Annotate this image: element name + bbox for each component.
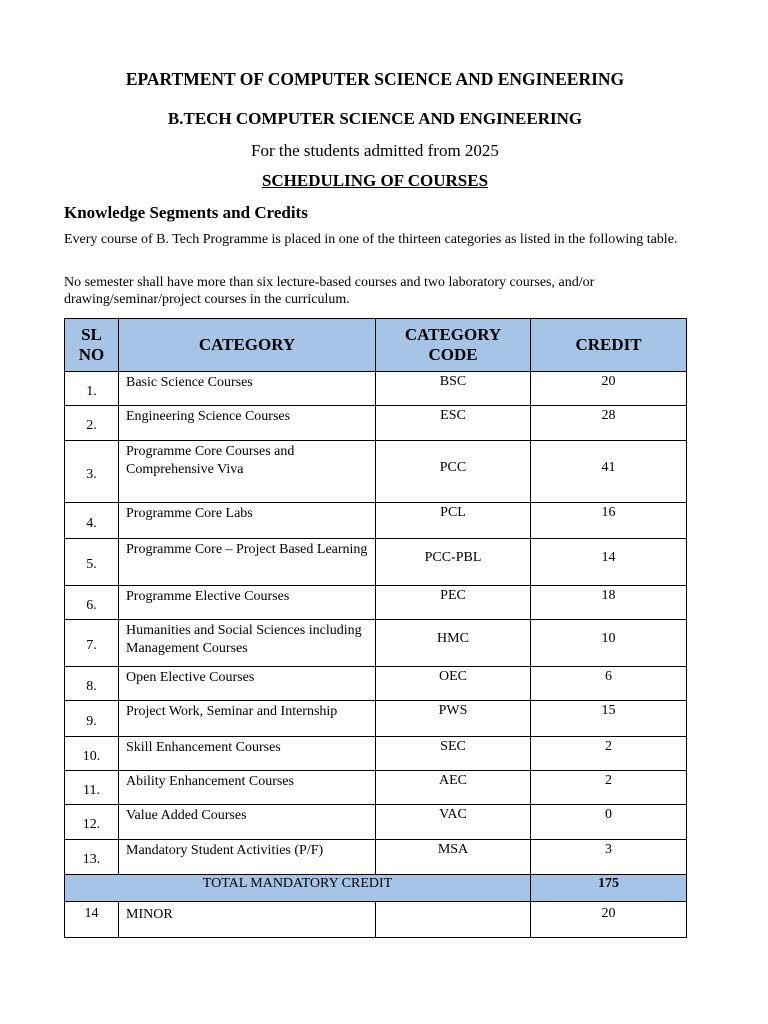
category-cell: Skill Enhancement Courses bbox=[119, 737, 376, 771]
credit-cell: 41 bbox=[531, 441, 687, 503]
table-row bbox=[65, 840, 687, 875]
credit-cell: 15 bbox=[531, 701, 687, 737]
sl-cell: 1. bbox=[65, 372, 119, 406]
header-sl-no bbox=[65, 319, 119, 372]
code-cell: PCC bbox=[376, 441, 531, 503]
total-value: 175 bbox=[531, 875, 687, 902]
category-cell: Ability Enhancement Courses bbox=[119, 771, 376, 805]
sl-cell: 13. bbox=[65, 840, 119, 875]
table-row bbox=[65, 586, 687, 620]
table-row bbox=[65, 441, 687, 503]
code-cell: OEC bbox=[376, 667, 531, 701]
table-row bbox=[65, 372, 687, 406]
programme-heading: B.TECH COMPUTER SCIENCE AND ENGINEERING bbox=[167, 109, 583, 128]
credit-cell: 20 bbox=[531, 902, 687, 938]
table-row bbox=[65, 406, 687, 441]
credits-table bbox=[64, 318, 687, 938]
header-sl-line2: NO bbox=[78, 345, 105, 364]
credit-cell: 18 bbox=[531, 586, 687, 620]
table-row bbox=[65, 539, 687, 586]
intro-paragraph: Every course of B. Tech Programme is placed in one of the thirteen categories as listed in the following table. bbox=[64, 232, 678, 247]
category-cell: Humanities and Social Sciences including Management Courses bbox=[119, 620, 376, 667]
code-cell: PCL bbox=[376, 503, 531, 539]
category-cell: Programme Core Courses and Comprehensive Viva bbox=[119, 441, 376, 503]
credit-cell: 0 bbox=[531, 805, 687, 840]
code-cell: ESC bbox=[376, 406, 531, 441]
code-cell: VAC bbox=[376, 805, 531, 840]
minor-row bbox=[65, 902, 687, 938]
credit-cell: 3 bbox=[531, 840, 687, 875]
department-heading: EPARTMENT OF COMPUTER SCIENCE AND ENGINEERING bbox=[125, 69, 625, 89]
code-cell: AEC bbox=[376, 771, 531, 805]
header-category: CATEGORY bbox=[119, 319, 376, 372]
sl-cell: 7. bbox=[65, 620, 119, 667]
credit-cell: 2 bbox=[531, 771, 687, 805]
category-cell: Open Elective Courses bbox=[119, 667, 376, 701]
sl-cell: 11. bbox=[65, 771, 119, 805]
header-category-code bbox=[376, 319, 531, 372]
code-cell: PEC bbox=[376, 586, 531, 620]
sl-cell: 12. bbox=[65, 805, 119, 840]
header-sl-line1: SL bbox=[81, 325, 102, 344]
category-cell: Engineering Science Courses bbox=[119, 406, 376, 441]
sl-cell: 6. bbox=[65, 586, 119, 620]
credit-cell: 14 bbox=[531, 539, 687, 586]
code-cell: BSC bbox=[376, 372, 531, 406]
table-row bbox=[65, 771, 687, 805]
sl-cell: 8. bbox=[65, 667, 119, 701]
table-row bbox=[65, 701, 687, 737]
code-cell bbox=[376, 902, 531, 938]
code-cell: SEC bbox=[376, 737, 531, 771]
category-cell: Mandatory Student Activities (P/F) bbox=[119, 840, 376, 875]
code-cell: PCC-PBL bbox=[376, 539, 531, 586]
admission-note: For the students admitted from 2025 bbox=[251, 141, 499, 160]
credit-cell: 2 bbox=[531, 737, 687, 771]
credit-cell: 16 bbox=[531, 503, 687, 539]
sl-cell: 2. bbox=[65, 406, 119, 441]
category-cell: MINOR bbox=[119, 902, 376, 938]
table-row bbox=[65, 620, 687, 667]
category-cell: Programme Core Labs bbox=[119, 503, 376, 539]
total-label: TOTAL MANDATORY CREDIT bbox=[65, 875, 531, 902]
sl-cell: 9. bbox=[65, 701, 119, 737]
header-credit: CREDIT bbox=[531, 319, 687, 372]
sl-cell: 3. bbox=[65, 441, 119, 503]
header-code-line1: CATEGORY bbox=[404, 325, 502, 344]
category-cell: Programme Elective Courses bbox=[119, 586, 376, 620]
header-code-line2: CODE bbox=[428, 345, 478, 364]
category-cell: Value Added Courses bbox=[119, 805, 376, 840]
code-cell: MSA bbox=[376, 840, 531, 875]
page-title: SCHEDULING OF COURSES bbox=[261, 171, 489, 190]
table-row bbox=[65, 805, 687, 840]
table-row bbox=[65, 737, 687, 771]
category-cell: Basic Science Courses bbox=[119, 372, 376, 406]
table-row bbox=[65, 503, 687, 539]
credit-cell: 6 bbox=[531, 667, 687, 701]
sl-cell: 10. bbox=[65, 737, 119, 771]
category-cell: Project Work, Seminar and Internship bbox=[119, 701, 376, 737]
credit-cell: 10 bbox=[531, 620, 687, 667]
sl-cell: 5. bbox=[65, 539, 119, 586]
code-cell: HMC bbox=[376, 620, 531, 667]
credit-cell: 20 bbox=[531, 372, 687, 406]
section-title: Knowledge Segments and Credits bbox=[64, 203, 308, 222]
code-cell: PWS bbox=[376, 701, 531, 737]
sl-cell: 14 bbox=[65, 902, 119, 938]
table-header-row bbox=[65, 319, 687, 372]
semester-rule-paragraph: No semester shall have more than six lecture-based courses and two laboratory courses, and/or drawing/seminar/project courses in the curriculum. bbox=[64, 275, 595, 307]
total-row bbox=[65, 875, 687, 902]
credit-cell: 28 bbox=[531, 406, 687, 441]
category-cell: Programme Core – Project Based Learning bbox=[119, 539, 376, 586]
table-row bbox=[65, 667, 687, 701]
sl-cell: 4. bbox=[65, 503, 119, 539]
